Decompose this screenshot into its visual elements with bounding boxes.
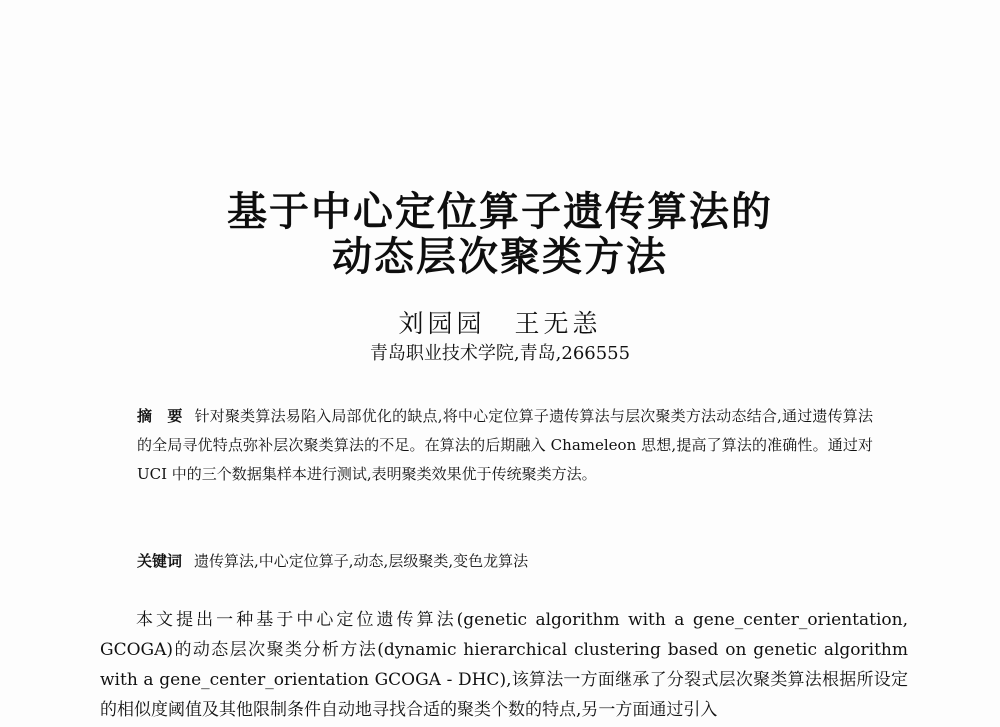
abstract <box>137 402 873 489</box>
paper-title-line-2: 动态层次聚类方法 <box>332 234 668 280</box>
keywords-text: 遗传算法,中心定位算子,动态,层级聚类,变色龙算法 <box>194 552 529 570</box>
authors: 刘园园 王无恙 <box>398 309 602 338</box>
body-paragraph: 本文提出一种基于中心定位遗传算法(genetic algorithm with a gene_center_orientation, GCOGA)的动态层次聚类分析方法(dynamic hierarchical clustering based on genetic algorithm with a gene_center_orientation GCOGA - DHC),该算法一方面继承了分裂式层次聚类算法根据所设定的相似度阈值及其他限制条件自动地寻找合适的聚类个数的特点,另一方面通过引入 <box>100 610 908 720</box>
keywords <box>137 547 873 575</box>
keywords-label: 关键词 <box>137 552 183 570</box>
affiliation: 青岛职业技术学院,青岛,266555 <box>369 343 631 364</box>
abstract-label: 摘 要 <box>137 407 183 425</box>
abstract-text: 针对聚类算法易陷入局部优化的缺点,将中心定位算子遗传算法与层次聚类方法动态结合,通过遗传算法的全局寻优特点弥补层次聚类算法的不足。在算法的后期融入 Chameleon 思想,提高了算法的准确性。通过对 UCI 中的三个数据集样本进行测试,表明聚类效果优于传统聚类方法。 <box>137 407 873 483</box>
paper-title-line-1: 基于中心定位算子遗传算法的 <box>227 189 773 235</box>
